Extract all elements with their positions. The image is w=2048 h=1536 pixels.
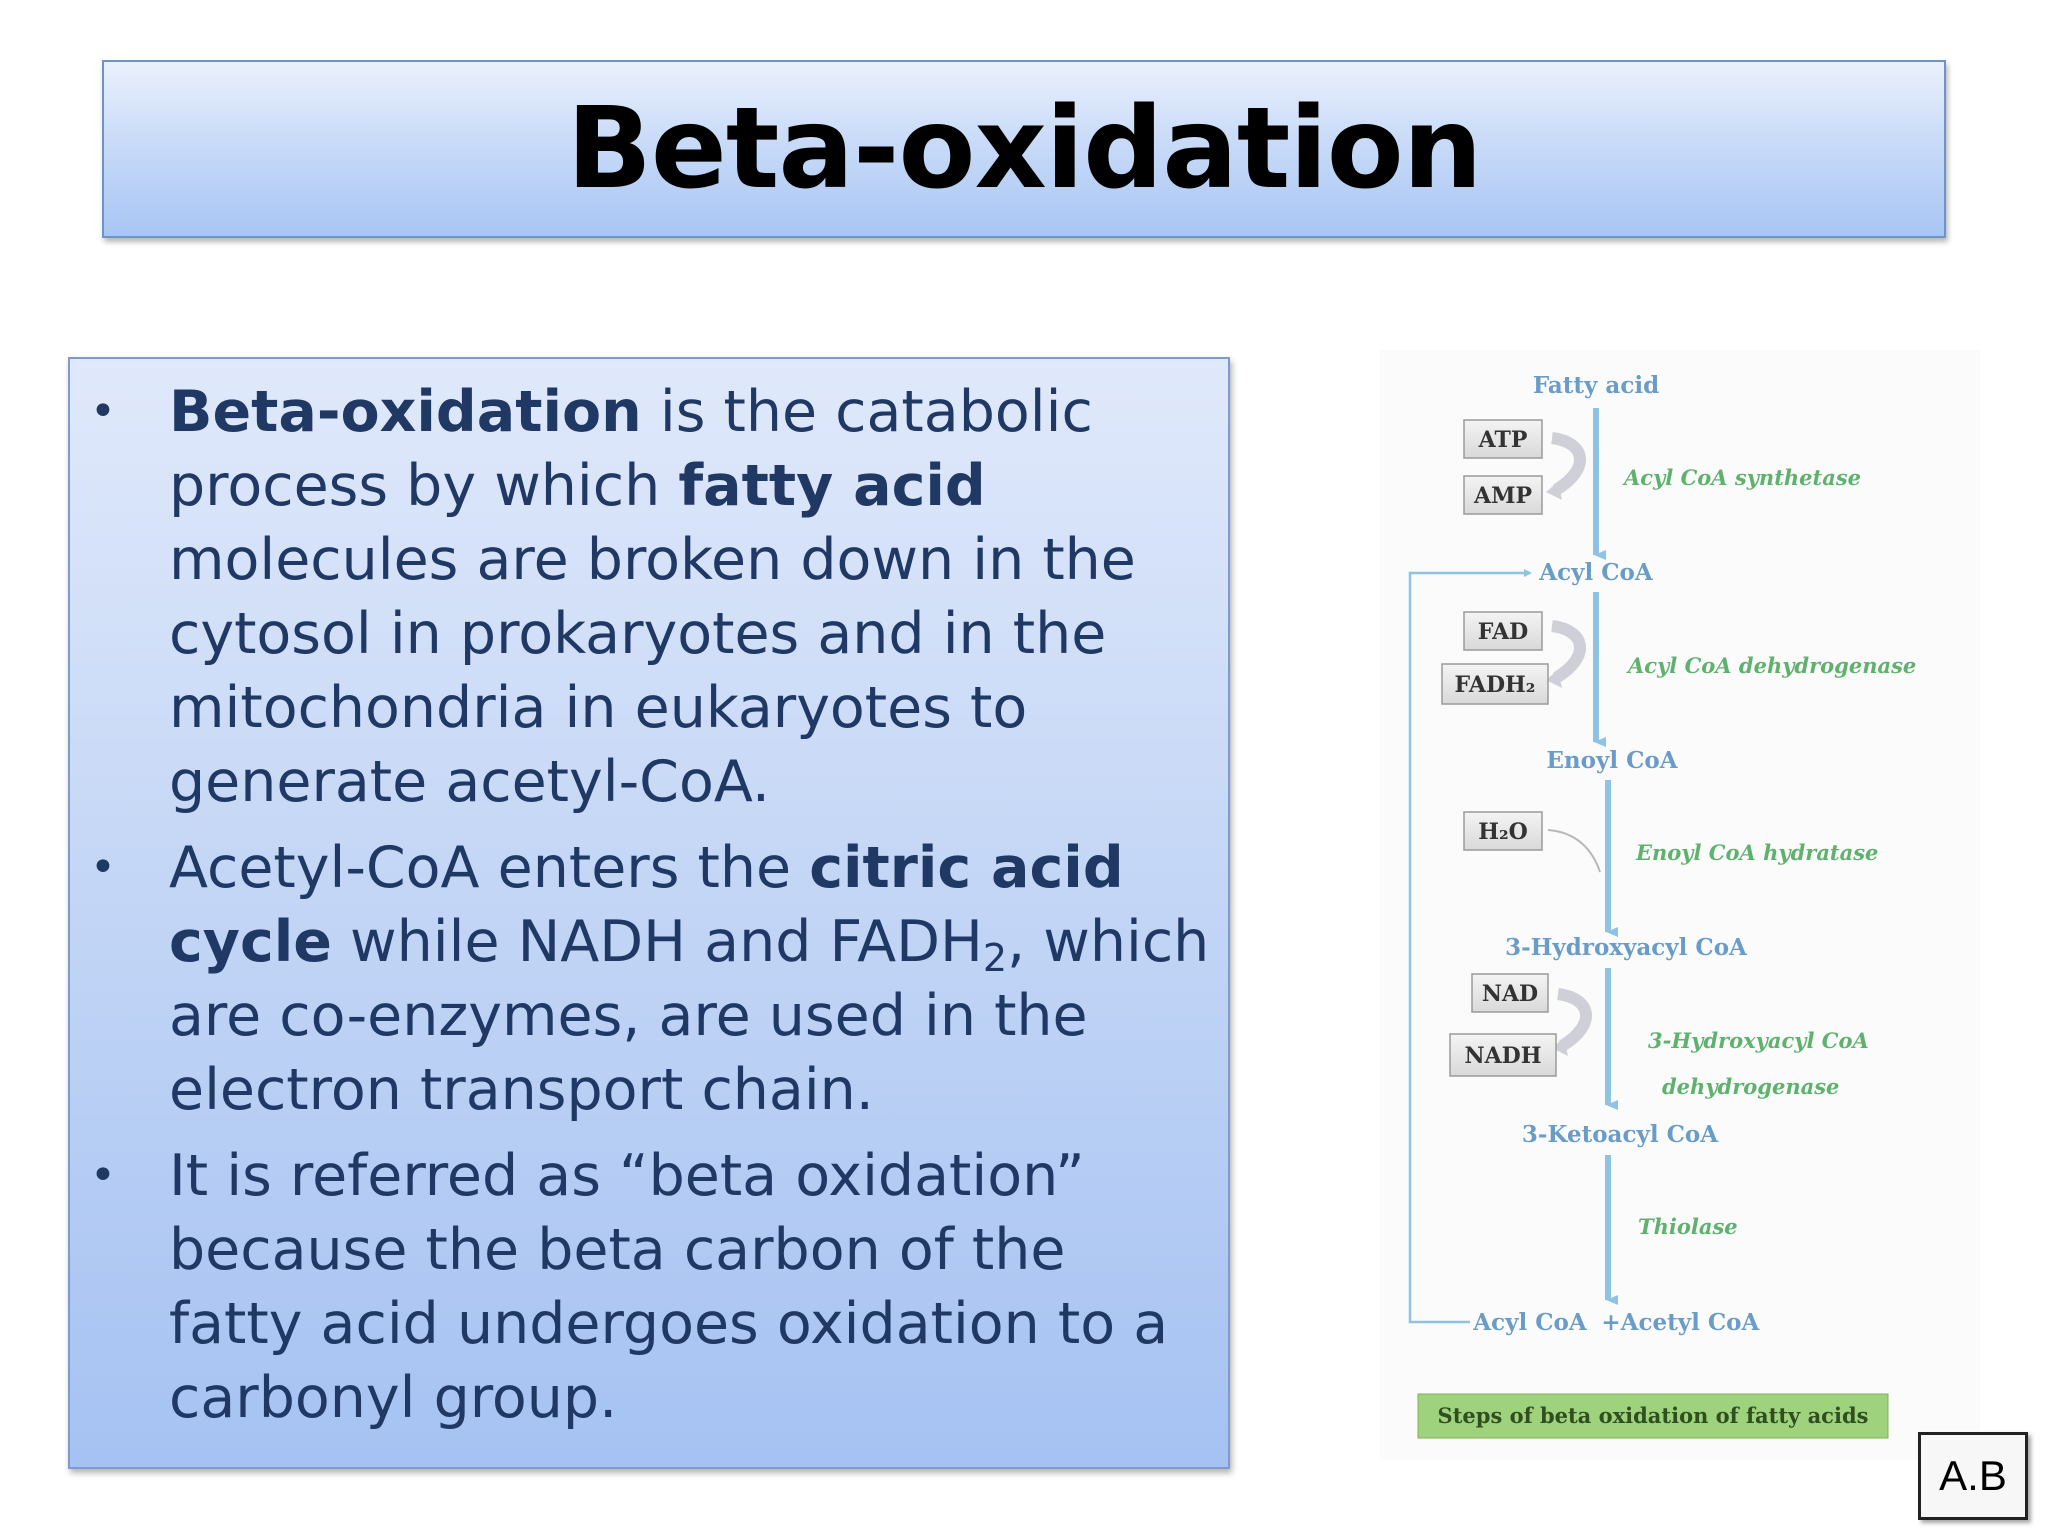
metabolite-3-ketoacyl-coa: 3-Ketoacyl CoA	[1521, 1121, 1719, 1148]
water-addition-line	[1548, 830, 1600, 872]
bullet-text: molecules are broken down in the cytosol in prokaryotes and in the mitochondria in eukaryotes to generate acetyl-CoA.	[169, 527, 1136, 815]
cofactor-nadh: NADH	[1464, 1043, 1542, 1069]
metabolite-enoyl-coa: Enoyl CoA	[1546, 747, 1678, 774]
cofactor-fadh2: FADH₂	[1454, 672, 1536, 698]
bullet-text: , which are co-enzymes, are used in the electron transport chain.	[169, 909, 1210, 1123]
cofactor-fad: FAD	[1477, 619, 1529, 645]
bold-term: citric acid cycle	[169, 835, 1124, 975]
bullet-item	[70, 1139, 1228, 1435]
enzyme-thiolase: Thiolase	[1638, 1214, 1738, 1239]
metabolite-acyl-coa: Acyl CoA	[1539, 559, 1653, 586]
text-panel	[68, 357, 1230, 1469]
bullet-text: It is referred as “beta oxidation” because the beta carbon of the fatty acid undergoes oxidation to a carbonyl group.	[169, 1143, 1169, 1431]
bold-term: Beta-oxidation	[169, 379, 642, 445]
cofactor-amp: AMP	[1474, 483, 1532, 509]
subscript: 2	[982, 936, 1008, 980]
product-plus: +	[1601, 1309, 1621, 1336]
enzyme-enoyl-coa-hydratase: Enoyl CoA hydratase	[1636, 840, 1879, 865]
metabolite-3-hydroxyacyl-coa: 3-Hydroxyacyl CoA	[1505, 934, 1747, 961]
bullet-dot-icon: •	[90, 842, 116, 893]
product-acetyl-coa: Acetyl CoA	[1620, 1309, 1760, 1336]
bullet-item	[70, 375, 1228, 819]
enzyme-acyl-coa-synthetase: Acyl CoA synthetase	[1624, 465, 1862, 490]
curved-cofactor-arrow	[1552, 626, 1580, 678]
curved-cofactor-arrow	[1552, 438, 1580, 490]
bullet-text: Acetyl-CoA enters the	[169, 835, 810, 901]
title-banner	[102, 60, 1946, 238]
bullet-text: while NADH and FADH	[331, 909, 983, 975]
enzyme-3-hydroxyacyl-coa: 3-Hydroxyacyl CoA	[1648, 1028, 1869, 1053]
beta-oxidation-diagram	[1380, 350, 1980, 1460]
curved-cofactor-arrow	[1558, 994, 1586, 1046]
cofactor-nad: NAD	[1481, 981, 1539, 1007]
author-badge: A.B	[1918, 1432, 2028, 1520]
bullet-list	[70, 375, 1228, 1447]
enzyme-dehydrogenase: dehydrogenase	[1662, 1074, 1840, 1099]
cofactor-h2o: H₂O	[1478, 819, 1528, 845]
slide-title: Beta-oxidation	[566, 84, 1482, 214]
metabolite-fatty-acid: Fatty acid	[1532, 372, 1660, 399]
bold-term: fatty acid	[678, 453, 986, 519]
bullet-text: is the catabolic process by which	[169, 379, 1093, 519]
diagram-caption: Steps of beta oxidation of fatty acids	[1437, 1403, 1869, 1428]
bullet-item	[70, 831, 1228, 1127]
enzyme-acyl-coa-dehydrogenase: Acyl CoA dehydrogenase	[1628, 653, 1917, 678]
product-acyl-coa: Acyl CoA	[1473, 1309, 1587, 1336]
bullet-dot-icon: •	[90, 386, 116, 437]
bullet-dot-icon: •	[90, 1150, 116, 1201]
diagram-svg	[1380, 350, 1980, 1460]
cofactor-atp: ATP	[1478, 427, 1528, 453]
